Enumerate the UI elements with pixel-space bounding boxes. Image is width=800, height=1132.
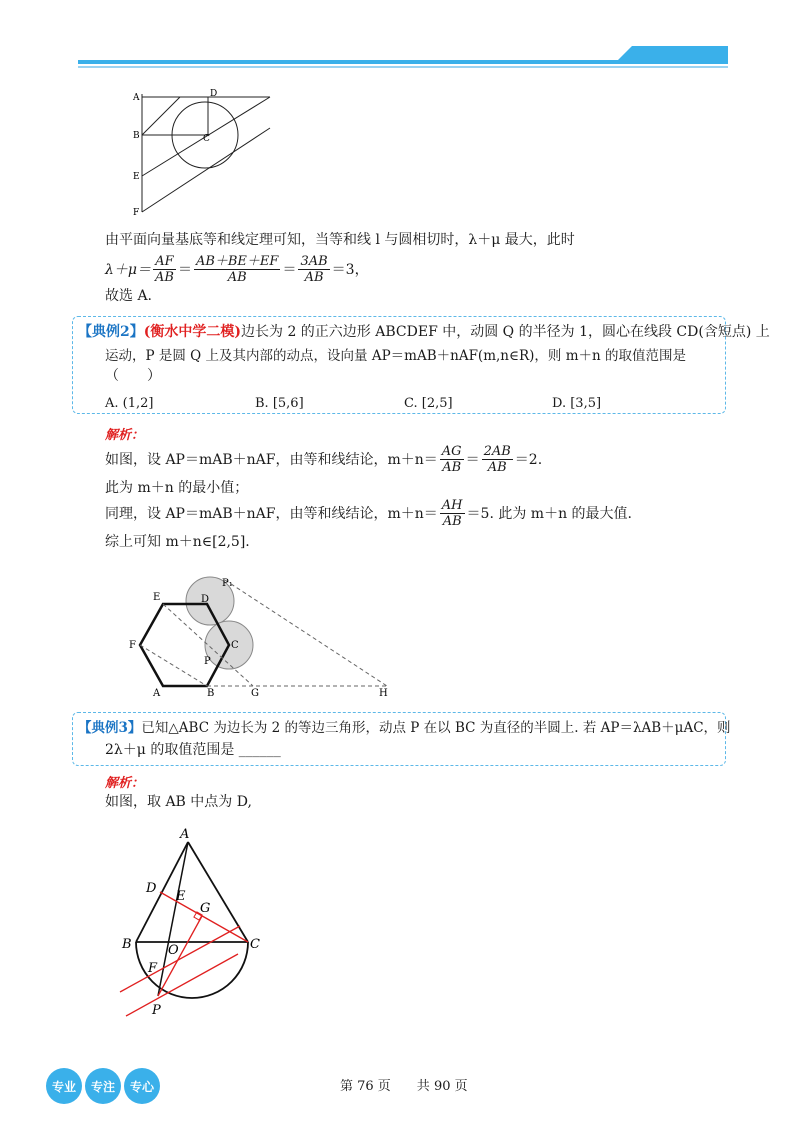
equals-sign: ＝ <box>177 261 192 278</box>
label-c: C <box>250 937 260 952</box>
label-p: P <box>204 656 211 667</box>
solution1-line1: 由平面向量基底等和线定理可知，当等和线 l 与圆相切时，λ＋μ 最大，此时 <box>105 232 575 248</box>
label-d: D <box>201 594 210 605</box>
segment-ap <box>158 842 188 996</box>
label-g: G <box>251 688 259 699</box>
choice-b[interactable]: B. [5,6] <box>255 396 304 411</box>
solution3-line1: 如图，取 AB 中点为 D, <box>105 794 252 810</box>
fraction-ag-ab: $\frac{AG}{AB}$ <box>441 444 462 475</box>
header-band <box>0 0 800 80</box>
red-line-perp <box>158 916 202 996</box>
example2-line2: 运动，P 是圆 Q 上及其内部的动点，设向量 AP＝mAB＋nAF(m,n∈R)，则 m＋n 的取值范围是 <box>105 348 686 364</box>
example2-text1: 边长为 2 的正六边形 ABCDEF 中，动圆 Q 的半径为 1，圆心在线段 CD(含短点) 上 <box>241 324 770 340</box>
label-c: C <box>231 640 239 651</box>
fraction-2ab-ab: $\frac{2AB}{AB}$ <box>483 444 511 475</box>
solution2-line4: 综上可知 m＋n∈[2,5]. <box>105 534 250 550</box>
label-f: F <box>133 208 140 218</box>
label-a: A <box>153 688 161 699</box>
formula-result: ＝3， <box>331 261 369 278</box>
label-h: H <box>379 688 388 699</box>
example2-source: (衡水中学二模) <box>143 324 241 340</box>
label-o: O <box>168 943 179 958</box>
fraction-3ab-ab: $\frac{3AB}{AB}$ <box>300 254 328 285</box>
example3-line2: 2λ＋μ 的取值范围是 ______ <box>105 742 281 758</box>
footer-button-dedicated[interactable]: 专心 <box>124 1068 160 1104</box>
solution2-label: 解析： <box>105 428 145 443</box>
example2-line3: （ ） <box>105 368 161 384</box>
choice-a[interactable]: A. (1,2] <box>105 396 154 411</box>
label-g: G <box>200 901 211 916</box>
red-line-3 <box>126 954 238 1016</box>
label-b: B <box>122 937 132 952</box>
solution3-label: 解析： <box>105 776 145 791</box>
label-a: A <box>133 93 140 103</box>
label-e: E <box>133 172 140 182</box>
label-e: E <box>153 592 161 603</box>
solution2-line3: 同理，设 AP＝mAB＋nAF，由等和线结论，m＋n＝ $\frac{AH}{AB}$ ＝5. 此为 m＋n 的最大值. <box>105 498 632 529</box>
solution2-line2: 此为 m＋n 的最小值； <box>105 480 249 496</box>
equals-sign-2: ＝ <box>282 261 297 278</box>
example2-line1 <box>78 322 770 342</box>
example2-tag: 【典例2】 <box>78 324 144 340</box>
choice-d[interactable]: D. [3,5] <box>552 396 602 411</box>
footer-button-focused[interactable]: 专注 <box>85 1068 121 1104</box>
label-f: F <box>129 640 136 651</box>
figure-2 <box>125 560 395 700</box>
line-fb <box>140 645 207 686</box>
fraction-af-ab: $\frac{AF}{AB}$ <box>154 254 174 285</box>
solution1-formula <box>105 254 369 285</box>
page-number: 第 76 页 共 90 页 <box>340 1079 468 1094</box>
example3-tag: 【典例3】 <box>78 720 142 736</box>
header-bar <box>78 46 728 64</box>
label-d: D <box>146 881 157 896</box>
label-c: C <box>203 134 210 144</box>
fraction-sum-ab: $\frac{AB+BE+EF}{AB}$ <box>195 254 279 285</box>
label-d: D <box>210 89 218 99</box>
footer-button-professional[interactable]: 专业 <box>46 1068 82 1104</box>
choice-c[interactable]: C. [2,5] <box>404 396 453 411</box>
label-p1: P₁ <box>222 578 233 589</box>
example3-line1 <box>78 718 731 738</box>
label-f: F <box>148 961 158 976</box>
label-b: B <box>133 131 140 141</box>
figure-1 <box>125 88 285 218</box>
label-p: P <box>152 1003 161 1018</box>
figure-3 <box>110 820 270 1025</box>
level-line-1 <box>142 97 180 135</box>
label-a: A <box>180 827 190 842</box>
solution2-line1: 如图，设 AP＝mAB＋nAF，由等和线结论，m＋n＝ $\frac{AG}{AB}$ ＝ $\frac{2AB}{AB}$ ＝2. <box>105 444 543 475</box>
example3-text1: 已知△ABC 为边长为 2 的等边三角形，动点 P 在以 BC 为直径的半圆上. 若 AP＝λAB＋μAC，则 <box>141 720 731 736</box>
solution1-conclusion: 故选 A. <box>105 288 153 304</box>
label-b: B <box>207 688 215 699</box>
label-e: E <box>176 889 186 904</box>
header-line <box>78 66 728 68</box>
formula-lhs: λ＋μ＝ <box>105 261 151 278</box>
fraction-ah-ab: $\frac{AH}{AB}$ <box>441 498 463 529</box>
